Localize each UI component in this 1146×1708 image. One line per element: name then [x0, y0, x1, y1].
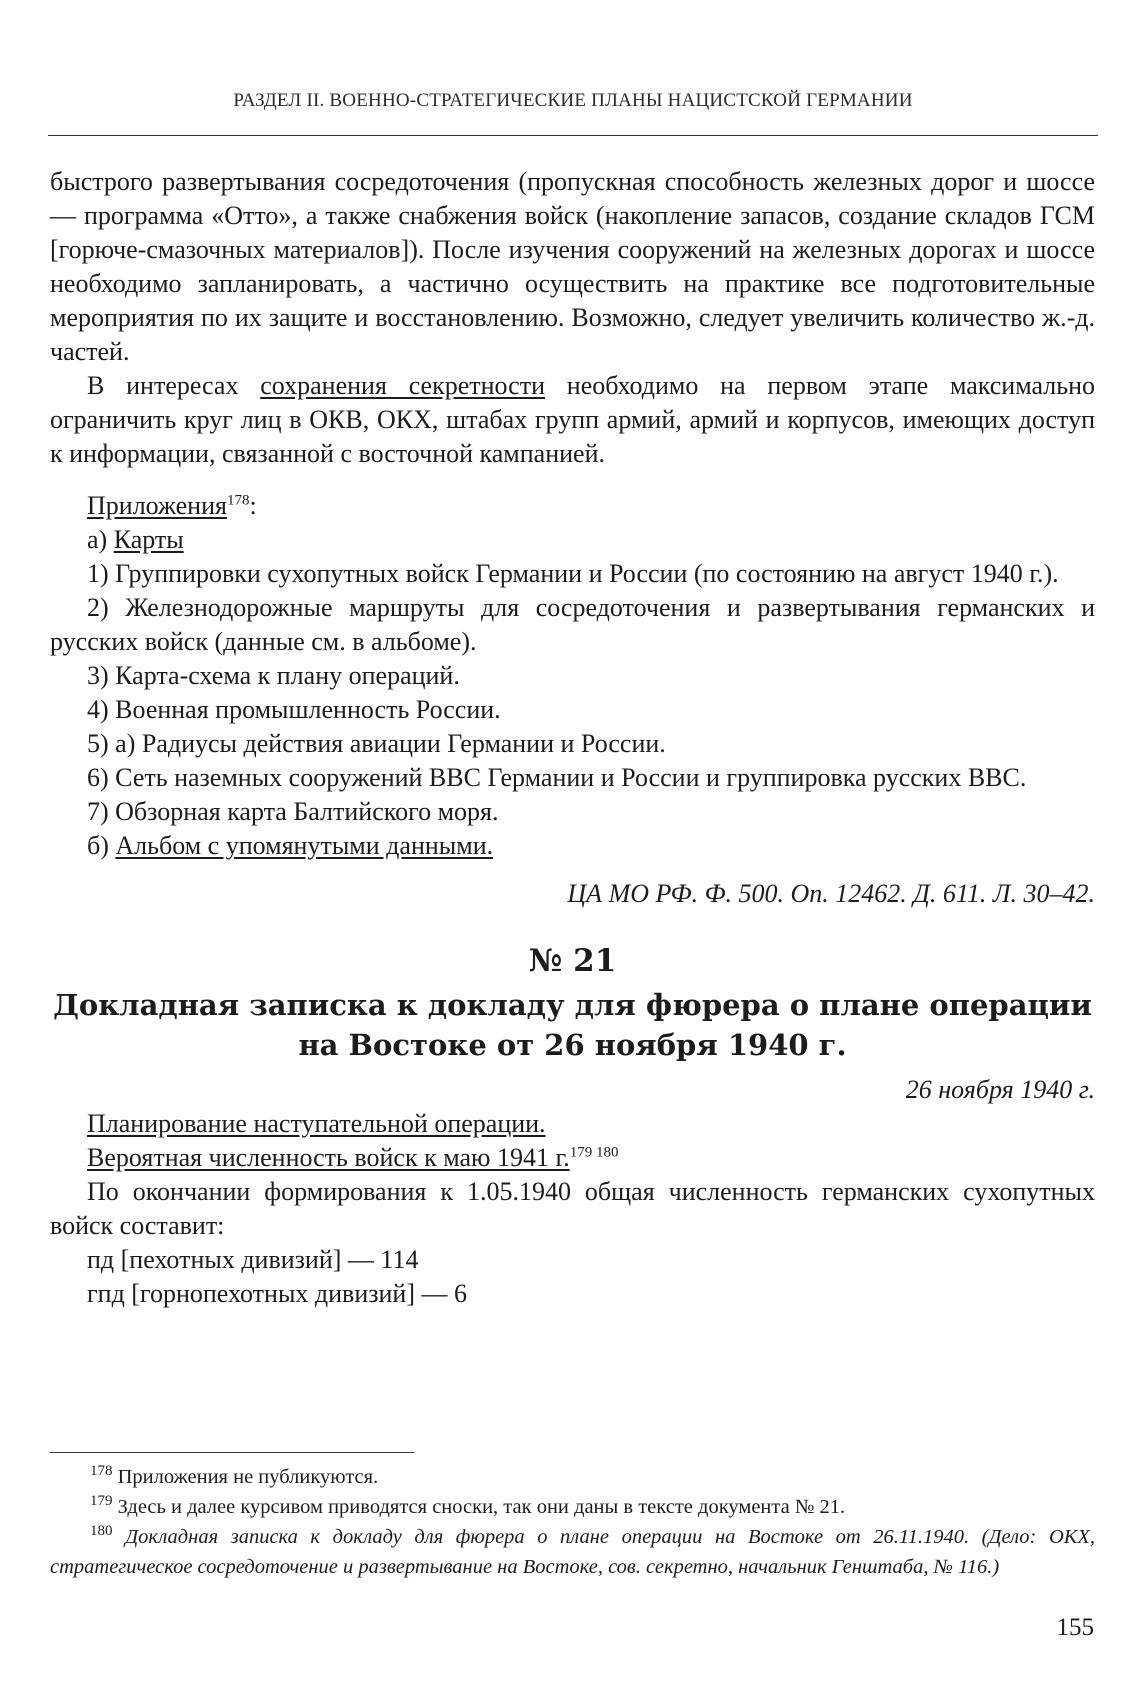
album-prefix: б)	[87, 831, 116, 860]
footnote-178	[50, 1462, 1095, 1492]
appendix-label: Приложения	[87, 491, 227, 520]
subheading-planning-text: Планирование наступательной операции.	[87, 1109, 546, 1138]
footnote-rule	[50, 1452, 414, 1453]
page-number: 155	[1056, 1614, 1094, 1641]
footnote-number: 178	[90, 1463, 113, 1480]
footnote-179	[50, 1492, 1095, 1522]
footnote-number: 179	[90, 1493, 113, 1510]
secrecy-text-after: необходимо на первом этапе максимально ограничить круг лиц в ОКВ, ОКХ, штабах групп армий, армий и корпусов, имеющих доступ к информации, связанной с восточной кампанией.	[50, 371, 1095, 468]
appendix-item: 5) а) Радиусы действия авиации Германии и России.	[87, 729, 666, 758]
album-label: Альбом с упомянутыми данными.	[115, 831, 494, 860]
appendix-item: 3) Карта-схема к плану операций.	[87, 661, 460, 690]
footnote-ref-178: 178	[226, 492, 250, 509]
footnote-text: Приложения не публикуются.	[117, 1466, 379, 1488]
subheading-planning	[50, 1107, 1095, 1141]
album-line	[50, 829, 1095, 863]
header-rule	[48, 135, 1098, 136]
subheading-strength-text: Вероятная численность войск к маю 1941 г.	[87, 1143, 570, 1172]
appendix-item: 2) Железнодорожные маршруты для сосредоточения и развертывания германских и русских войск (данные см. в альбоме).	[50, 593, 1095, 656]
secrecy-underlined: сохранения секретности	[260, 371, 546, 400]
document-title: Докладная записка к докладу для фюрера о плане операции на Востоке от 26 ноября 1940 г.	[53, 988, 1092, 1062]
archive-source: ЦА МО РФ. Ф. 500. Оп. 12462. Д. 611. Л. 30–42.	[567, 879, 1095, 908]
appendix-item: 7) Обзорная карта Балтийского моря.	[87, 797, 499, 826]
document-number: № 21	[528, 943, 617, 979]
main-text	[50, 165, 1095, 1311]
footnote-180	[50, 1522, 1095, 1582]
appendix-heading	[50, 489, 1095, 523]
appendix-item: 6) Сеть наземных сооружений ВВС Германии и России и группировка русских ВВС.	[87, 763, 1027, 792]
appendix-item: 1) Группировки сухопутных войск Германии и России (по состоянию на август 1940 г.).	[87, 559, 1059, 588]
strength-line-mountain: гпд [горнопехотных дивизий] — 6	[87, 1279, 468, 1308]
subheading-strength	[50, 1141, 1095, 1175]
spacer	[50, 471, 1095, 489]
footnote-text: Докладная записка к докладу для фюрера о плане операции на Востоке от 26.11.1940. (Дело: ОКХ, стратегическое сосредоточение и развертывание на Востоке, сов. секретно, начальник Генштаба, № 116.)	[50, 1526, 1096, 1578]
maps-label: Карты	[113, 525, 184, 554]
footnotes	[50, 1462, 1095, 1582]
maps-prefix: а)	[87, 525, 114, 554]
paragraph-strength: По окончании формирования к 1.05.1940 общая численность германских сухопутных войск составит:	[50, 1177, 1095, 1240]
footnote-number: 180	[90, 1523, 113, 1540]
paragraph-secrecy	[50, 369, 1095, 471]
maps-heading	[50, 523, 1095, 557]
appendix-item: 4) Военная промышленность России.	[87, 695, 501, 724]
strength-line-infantry: пд [пехотных дивизий] — 114	[87, 1245, 419, 1274]
secrecy-text-before: В интересах	[87, 371, 261, 400]
document-date: 26 ноября 1940 г.	[905, 1075, 1095, 1104]
appendix-colon: :	[249, 491, 257, 520]
footnote-refs-179-180: 179 180	[569, 1144, 619, 1161]
footnote-text: Здесь и далее курсивом приводятся сноски, так они даны в тексте документа № 21.	[117, 1496, 846, 1518]
paragraph-continued: быстрого развертывания сосредоточения (пропускная способность железных дорог и шоссе — программа «Отто», а также снабжения войск (накопление запасов, создание складов ГСМ [горюче-смазочных материалов]). После изучения сооружений на железных дорогах и шоссе необходимо запланировать, а частично осуществить на практике все подготовительные мероприятия по их защите и восстановлению. Возможно, следует увеличить количество ж.-д. частей.	[50, 167, 1095, 366]
running-head: РАЗДЕЛ II. ВОЕННО-СТРАТЕГИЧЕСКИЕ ПЛАНЫ НАЦИСТСКОЙ ГЕРМАНИИ	[233, 90, 913, 111]
